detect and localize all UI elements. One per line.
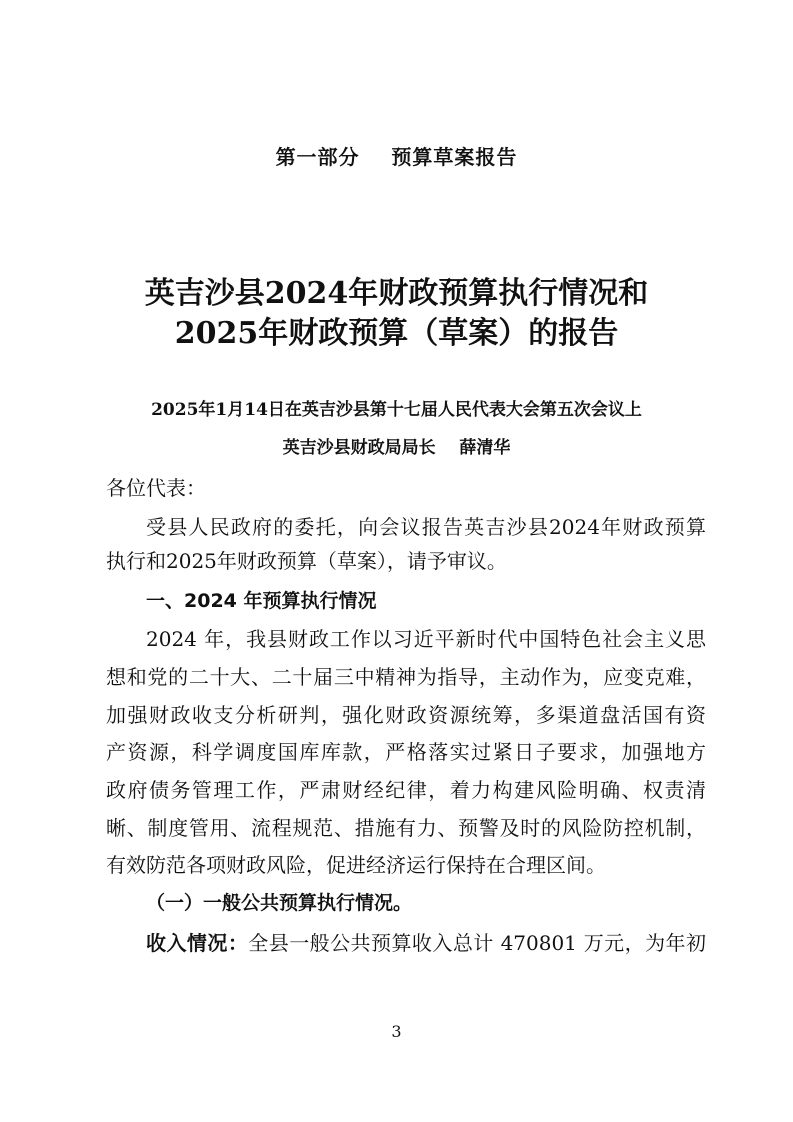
report-title-line-2: 2025年财政预算（草案）的报告: [174, 316, 619, 351]
paragraph-line: 想和党的二十大、二十届三中精神为指导，主动作为，应变克难，: [106, 665, 706, 689]
paragraph-line: 2024 年，我县财政工作以习近平新时代中国特色社会主义思: [146, 627, 706, 651]
subsection-heading: （一）一般公共预算执行情况。: [146, 892, 413, 914]
page-number: 3: [391, 1022, 402, 1041]
greeting: 各位代表：: [106, 476, 206, 500]
income-text: 全县一般公共预算收入总计 470801 万元，为年初: [248, 931, 707, 955]
income-line: [146, 928, 706, 958]
part-heading: 第一部分 预算草案报告: [275, 145, 518, 169]
meeting-info: 2025年1月14日在英吉沙县第十七届人民代表大会第五次会议上: [151, 400, 642, 420]
paragraph-line: 产资源，科学调度国库库款，严格落实过紧日子要求，加强地方: [106, 740, 706, 764]
reporter-info: 英吉沙县财政局局长 薛清华: [282, 438, 511, 458]
intro-line-1: 受县人民政府的委托，向会议报告英吉沙县2024年财政预算: [146, 515, 706, 539]
report-title-line-1: 英吉沙县2024年财政预算执行情况和: [144, 276, 649, 311]
section-heading: 一、2024 年预算执行情况: [146, 590, 377, 612]
income-lead: 收入情况：: [146, 931, 249, 955]
paragraph-line: 晰、制度管用、流程规范、措施有力、预警及时的风险防控机制，: [106, 816, 706, 840]
intro-line-2: 执行和2025年财政预算（草案），请予审议。: [106, 549, 507, 573]
paragraph-line: 政府债务管理工作，严肃财经纪律，着力构建风险明确、权责清: [106, 778, 706, 802]
paragraph-line: 加强财政收支分析研判，强化财政资源统筹，多渠道盘活国有资: [106, 703, 706, 727]
paragraph-line: 有效防范各项财政风险，促进经济运行保持在合理区间。: [106, 853, 606, 877]
